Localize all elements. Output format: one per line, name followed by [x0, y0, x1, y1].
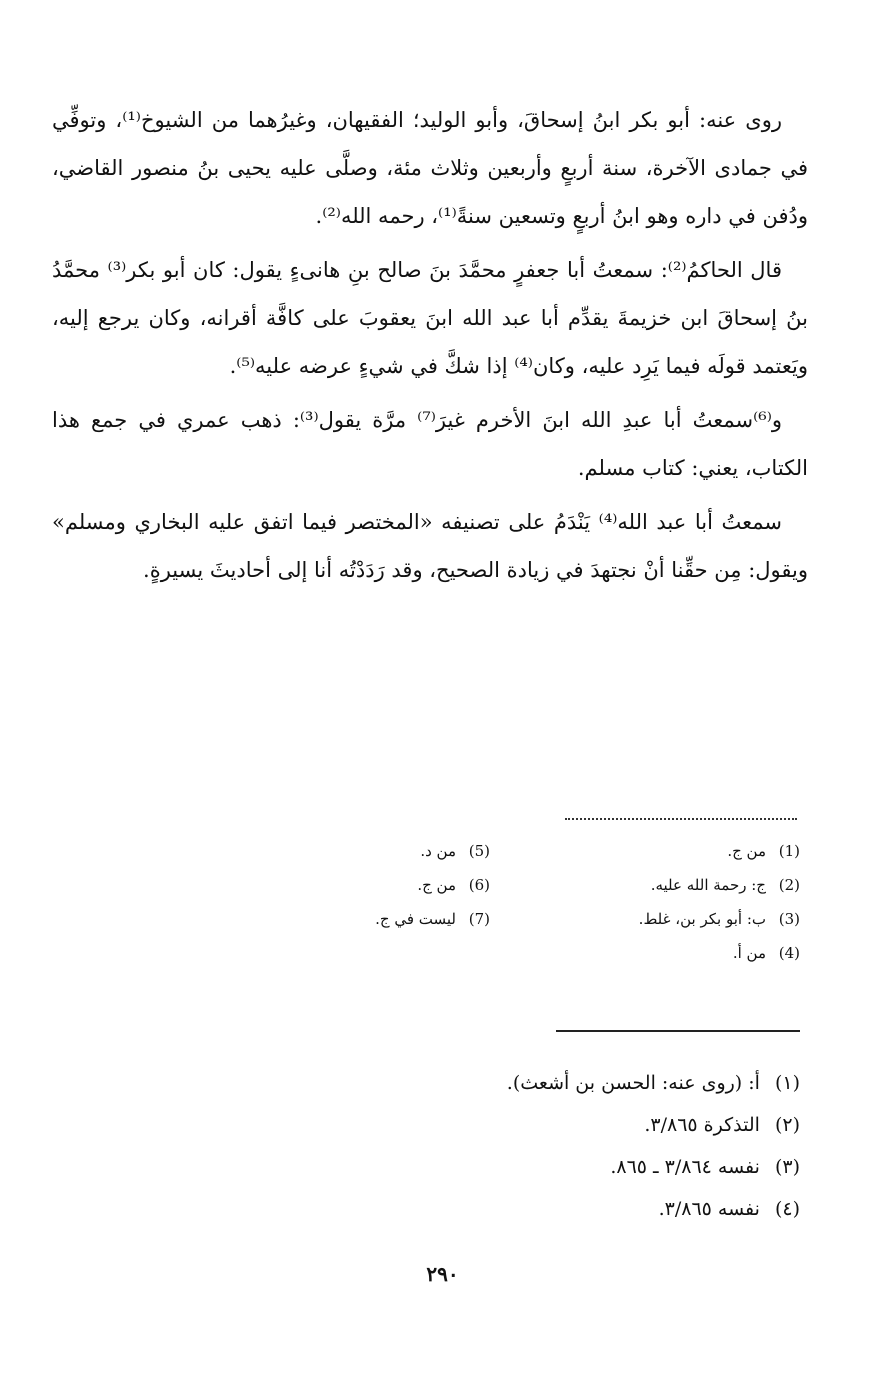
paragraph: قال الحاكمُ⁽²⁾: سمعتُ أبا جعفرٍ محمَّدَ بنَ صالح بنِ هانىءٍ يقول: كان أبو بكر⁽³⁾ محمَّدُ بنُ إسحاقَ ابن خزيمةَ يقدِّم أبا عبد الله ابنَ يعقوبَ على كافَّة أقرانه، وكان يرجع إليه، ويَعتمد قولَه فيما يَرِد عليه، وكان⁽⁴⁾ إذا شكَّ في شيءٍ عرضه عليه⁽⁵⁾.: [52, 258, 808, 378]
note-text: أ: (روى عنه: الحسن بن أشعث).: [506, 1072, 760, 1094]
main-text: [52, 96, 808, 600]
note-number: (5): [468, 842, 490, 860]
editor-note: [200, 1104, 800, 1146]
variant-note: [510, 936, 800, 970]
variant-note: [510, 902, 800, 936]
note-number: (2): [778, 876, 800, 894]
variant-notes-left-column: [200, 834, 490, 936]
note-text: التذكرة ٣/٨٦٥.: [644, 1114, 760, 1136]
note-number: (7): [468, 910, 490, 928]
variant-note: [200, 902, 490, 936]
editor-note: [200, 1188, 800, 1230]
paragraph: و⁽⁶⁾سمعتُ أبا عبدِ الله ابنَ الأخرم غيرَ⁽⁷⁾ مرَّة يقول⁽³⁾: ذهب عمري في جمع هذا الكتاب، يعني: كتاب مسلم.: [52, 408, 808, 480]
note-number: (1): [778, 842, 800, 860]
editor-notes-separator: [556, 1030, 800, 1032]
page-number: ٢٩٠: [426, 1262, 459, 1286]
note-number: (١): [774, 1072, 800, 1094]
note-text: ليست في ج.: [375, 910, 456, 928]
note-text: من ج.: [727, 842, 766, 860]
variant-note: [510, 834, 800, 868]
note-number: (٣): [774, 1156, 800, 1178]
variant-notes-right-column: [510, 834, 800, 970]
note-text: نفسه ٣/٨٦٤ ـ ٨٦٥.: [610, 1156, 760, 1178]
variant-note: [510, 868, 800, 902]
note-text: ب: أبو بكر بن، غلط.: [638, 910, 766, 928]
note-text: ج: رحمة الله عليه.: [650, 876, 766, 894]
note-number: (6): [468, 876, 490, 894]
note-number: (3): [778, 910, 800, 928]
paragraph: روى عنه: أبو بكر ابنُ إسحاقَ، وأبو الوليد؛ الفقيهان، وغيرُهما من الشيوخ⁽¹⁾، وتوفِّي في جمادى الآخرة، سنة أربعٍ وأربعين وثلاث مئة، وصلَّى عليه يحيى بنُ منصور القاضي، ودُفن في داره وهو ابنُ أربعٍ وتسعين سنةً⁽¹⁾، رحمه الله⁽²⁾.: [52, 108, 808, 228]
editor-note: [200, 1062, 800, 1104]
note-number: (٢): [774, 1114, 800, 1136]
note-number: (4): [778, 944, 800, 962]
variant-note: [200, 834, 490, 868]
note-number: (٤): [774, 1198, 800, 1220]
variant-note: [200, 868, 490, 902]
note-text: من د.: [420, 842, 456, 860]
editor-note: [200, 1146, 800, 1188]
note-text: من ج.: [417, 876, 456, 894]
variant-notes-separator: [565, 818, 797, 820]
note-text: نفسه ٣/٨٦٥.: [658, 1198, 760, 1220]
editor-notes: [200, 1062, 800, 1230]
paragraph: سمعتُ أبا عبد الله⁽⁴⁾ يَنْدَمُ على تصنيفه «المختصر فيما اتفق عليه البخاري ومسلم» ويقول: مِن حقِّنا أنْ نجتهدَ في زيادة الصحيح، وقد رَدَدْتُه أنا إلى أحاديثَ يسيرةٍ.: [52, 510, 808, 582]
note-text: من أ.: [732, 944, 766, 962]
